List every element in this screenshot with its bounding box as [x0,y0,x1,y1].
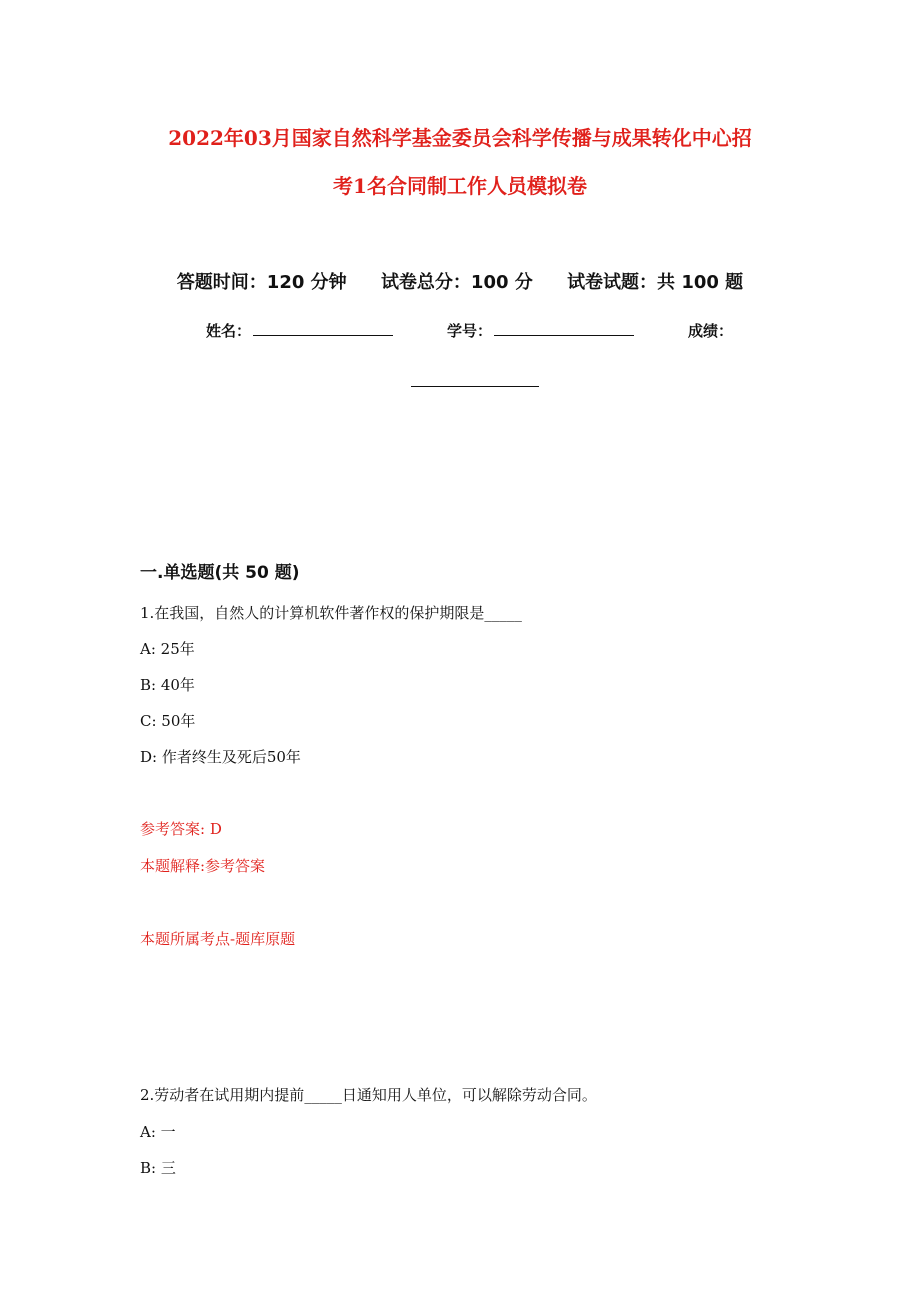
exam-title-line-1: 2022年03月国家自然科学基金委员会科学传播与成果转化中心招 [168,126,752,150]
score-label: 成绩： [688,322,734,340]
name-label: 姓名： [206,322,252,340]
question-option: B: 40年 [140,676,195,694]
name-blank-line [253,321,393,336]
section-title: 一.单选题(共 50 题) [140,563,300,583]
answer-text: 参考答案: D [140,820,222,838]
student-id-blank-line [494,321,634,336]
question-option: A: 一 [140,1123,176,1141]
student-id-label: 学号： [447,322,493,340]
score-field [688,320,733,341]
question-option: C: 50年 [140,712,196,730]
question-stem: 2.劳动者在试用期内提前_____日通知用人单位，可以解除劳动合同。 [140,1086,597,1104]
question-stem: 1.在我国，自然人的计算机软件著作权的保护期限是_____ [140,604,522,622]
knowledge-point: 本题所属考点-题库原题 [140,930,296,948]
student-id-field [447,320,634,341]
exam-question-count: 试卷试题：共 100 题 [567,272,744,293]
explanation-text: 本题解释:参考答案 [140,857,266,875]
question-option: B: 三 [140,1159,176,1177]
exam-meta [0,268,920,294]
exam-total-score: 试卷总分：100 分 [380,272,533,293]
exam-title-line-2: 考1名合同制工作人员模拟卷 [333,174,587,198]
exam-time: 答题时间：120 分钟 [176,272,347,293]
question-option: D: 作者终生及死后50年 [140,748,301,766]
name-field [206,320,393,341]
question-option: A: 25年 [140,640,195,658]
score-blank-line [411,386,539,387]
